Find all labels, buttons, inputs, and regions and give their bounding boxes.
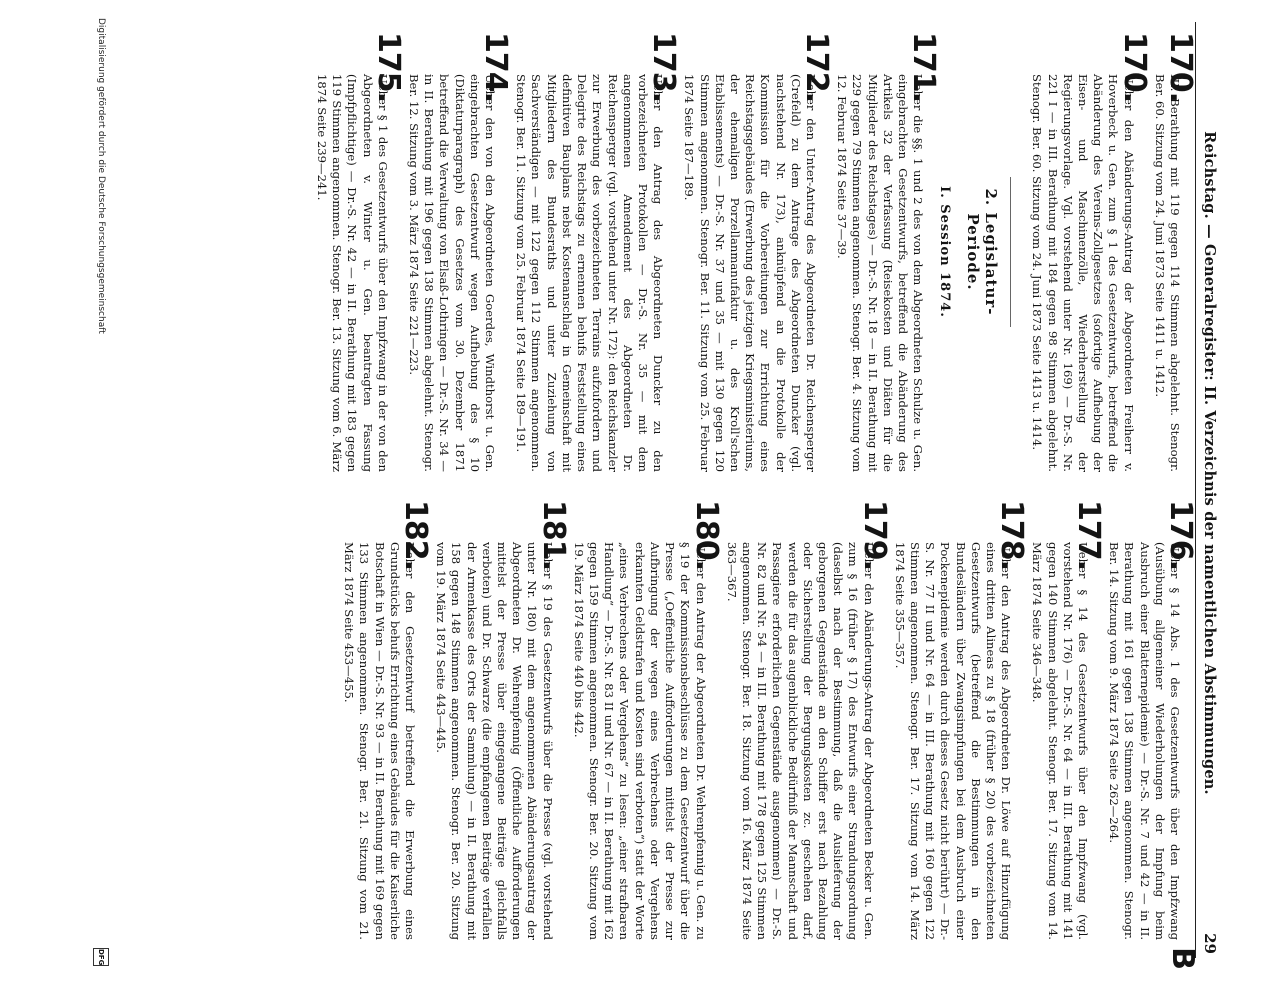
entry-text: Ueber den Unter-Antrag des Abgeordneten Dr. Reichensperger (Crefeld) zu dem Antrage des Abgeordneten Duncker (vgl. nachstehend Nr. 173), anknüpfend an die Protokolle der Kommission für die Vorbereitungen zur Errichtung eines Reichstagsgebäudes (Erwerbung des jetzigen Kriegsministeriums, der ehemaligen Porzellanmanufaktur u. des Kroll'schen Etablissements) — Dr.-S. Nr. 37 und 35 — mit 130 gegen 120 Stimmen angenommen. Stenogr. Ber. 11. Sitzung vom 25. Februar 1874 Seite 187—189. <box>682 74 818 472</box>
entry-number: 177. <box>1070 500 1106 571</box>
entry-number: 179. <box>856 500 892 571</box>
vote-entry <box>834 32 942 472</box>
entry-text: III. Berathung mit 119 gegen 114 Stimmen abgelehnt. Stenogr. Ber. 60. Sitzung vom 24. Juni 1873 Seite 1411 u. 1412. <box>1152 74 1182 472</box>
entry-text: Ueber den Antrag des Abgeordneten Duncker zu den vorbezeichneten Protokollen — Dr.-S. Nr. 35 — mit dem angenommenen Amendement des Abgeordneten Dr. Reichensperger (vgl. vorstehend unter Nr. 172): den Reichskanzler zur Erwerbung des vorbezeichneten Terrains aufzufordern und Delegirte des Reichstags zu ernennen behufs Feststellung eines definitiven Bauplans nebst Kostenanschlag in Gemeinschaft mit Mitgliedern des Bundesraths und unter Zuziehung von Sachverständigen — mit 122 gegen 112 Stimmen angenommen. Stenogr. Ber. 11. Sitzung vom 25. Februar 1874 Seite 189—191. <box>514 74 666 472</box>
entry-number: 173. <box>646 32 682 103</box>
vote-entry <box>681 32 834 472</box>
running-title: Reichstag. — Generalregister: II. Verzeichnis der namentlichen Abstimmungen. <box>1201 131 1218 795</box>
section-letter: B <box>1165 947 1200 970</box>
entry-number: 171. <box>906 32 942 103</box>
vote-entry <box>1029 32 1152 472</box>
entry-number: 181. <box>535 500 571 571</box>
entry-number: 170. <box>1116 32 1152 103</box>
vote-entry <box>724 500 892 940</box>
right-column <box>325 500 1198 940</box>
vote-entry <box>1106 500 1198 940</box>
left-column <box>298 32 1198 472</box>
entry-number: 178. <box>994 500 1030 571</box>
digitization-credit: Digitalisierung gefördert durch die Deutsche Forschungsgemeinschaft <box>96 18 106 334</box>
entry-text: Ueber den Antrag des Abgeordneten Dr. Löwe auf Hinzufügung eines dritten Alineas zu § 18 (früher § 20) des vorbezeichneten Gesetzentwurfs (betreffend die Bestimmungen in den Bundesländern über Zwangsimpfungen bei dem Ausbruch einer Pockenepidemie werden durch dieses Gesetz nicht berührt) — Dr.-S. Nr. 77 II und Nr. 64 — in III. Berathung mit 160 gegen 122 Stimmen angenommen. Stenogr. Ber. 17. Sitzung vom 14. März 1874 Seite 355—357. <box>892 542 1014 940</box>
section-heading: 2. Legislatur-Periode. <box>964 177 1011 327</box>
entry-number: 182. <box>398 500 434 571</box>
entry-text: Ueber § 19 des Gesetzentwurfs über die Presse (vgl. vorstehend unter Nr. 180) mit dem angenommenen Abänderungsantrag der Abgeordneten Dr. Wehrenpfennig (Öffentliche Aufforderungen mittelst der Presse über eingegangene Beiträge gleichfalls verboten) und Dr. Schwarze (die empfangenen Beiträge verfallen der Armenkasse des Orts der Sammlung) — in II. Berathung mit 158 gegen 148 Stimmen angenommen. Stenogr. Ber. 20. Sitzung vom 19. März 1874 Seite 443—445. <box>434 542 555 940</box>
vote-entry <box>433 500 571 940</box>
vote-entry <box>314 32 406 472</box>
entry-number: 172. <box>798 32 834 103</box>
entry-text: Ueber den Gesetzentwurf betreffend die Erwerbung eines Grundstücks behufs Errichtung eines Gebäudes für die Kaiserliche Botschaft in Wien — Dr.-S. Nr. 93 — in II. Berathung mit 169 gegen 133 Stimmen angenommen. Stenogr. Ber. 21. Sitzung vom 21. März 1874 Seite 453—455. <box>342 542 418 940</box>
vote-entry <box>341 500 434 940</box>
entry-text: Ueber § 1 des Gesetzentwurfs über den Impfzwang in der von den Abgeordneten v. Winter u. Gen. beantragten Fassung (Impfpflichtige) — Dr.-S. Nr. 42 — in II. Berathung mit 183 gegen 119 Stimmen angenommen. Stenogr. Ber. 13. Sitzung vom 6. März 1874 Seite 239—241. <box>315 74 390 472</box>
entry-number: 180. <box>688 500 724 571</box>
vote-entry <box>571 500 724 940</box>
entry-text: Ueber § 14 des Gesetzentwurfs über den Impfzwang (vgl. vorstehend Nr. 176) — Dr.-S. Nr. 64 — in III. Berathung mit 141 gegen 140 Stimmen abgelehnt. Stenogr. Ber. 17. Sitzung vom 14. März 1874 Seite 346—348. <box>1030 542 1090 940</box>
entry-text: Ueber den von den Abgeordneten Goerdes, Windthorst u. Gen. eingebrachten Gesetzentwurf wegen Aufhebung des § 10 (Diktaturparagraph) des Gesetzes vom 30. Dezember 1871 betreffend die Verwaltung von Elsaß-Lothringen — Dr.-S. Nr. 34 — in II. Berathung mit 196 gegen 138 Stimmen abgelehnt. Stenogr. Ber. 12. Sitzung vom 3. März 1874 Seite 221—223. <box>407 74 498 472</box>
scanned-page <box>80 10 1230 970</box>
vote-entry <box>513 32 682 472</box>
dfg-logo: DFG <box>93 948 109 966</box>
entry-number: 174. <box>478 32 514 103</box>
entry-text: Ueber den Antrag der Abgeordneten Dr. Wehrenpfennig u. Gen. zu § 19 der Kommissionsbeschlüsse zu dem Gesetzentwurf über die Presse („Oeffentliche Aufforderungen mittelst der Presse zur Aufbringung der wegen eines Verbrechens oder Vergehens erkannten Geldstrafen und Kosten sind verboten“) statt der Worte „eines Verbrechens oder Vergehens“ zu lesen: „einer strafbaren Handlung“ — Dr.-S. Nr. 83 II und Nr. 67 — in II. Berathung mit 162 gegen 159 Stimmen angenommen. Stenogr. Ber. 20. Sitzung vom 19. März 1874 Seite 440 bis 442. <box>571 542 708 940</box>
page-number: 29 <box>1201 933 1219 954</box>
vote-entry <box>892 500 1030 940</box>
entry-text: Ueber den Abänderungs-Antrag der Abgeordneten Freiherr v. Hoverbeck u. Gen. zum § 1 des Gesetzentwurfs, betreffend die Abänderung des Vereins-Zollgesetzes (sofortige Aufhebung der Eisen- und Maschinenzölle, Wiederherstellung der Regierungsvorlage. Vgl. vorstehend unter Nr. 169) — Dr.-S. Nr. 221 I — in III. Berathung mit 184 gegen 98 Stimmen abgelehnt. Stenogr. Ber. 60. Sitzung vom 24. Juni 1873 Seite 1413 u. 1414. <box>1030 74 1136 472</box>
session-heading: I. Session 1874. <box>937 186 953 318</box>
page-footer <box>90 10 112 970</box>
entry-text: Ueber die §§. 1 und 2 des von dem Abgeordneten Schulze u. Gen. eingebrachten Gesetzentwurfs, betreffend die Abänderung des Artikels 32 der Verfassung (Reisekosten und Diäten für die Mitglieder des Reichstages) — Dr.-S. Nr. 18 — in II. Berathung mit 229 gegen 79 Stimmen angenommen. Stenogr. Ber. 4. Sitzung vom 12. Februar 1874 Seite 37—39. <box>835 74 926 472</box>
entry-text: Ueber den Abänderungs-Antrag der Abgeordneten Becker u. Gen. zum § 16 (früher § 17) des Entwurfs einer Strandungsordnung (daselbst nach der Bestimmung, daß die Auslieferung der geborgenen Gegenstände an den Schiffer erst nach Bezahlung oder Sicherstellung der Bergungskosten zc. geschehen darf, werden die für das augenblickliche Bedürfniß der Mannschaft und Passagiere erforderlichen Gegenstände ausgenommen) — Dr.-S. Nr. 82 und Nr. 54 — in III. Berathung mit 178 gegen 125 Stimmen angenommen. Stenogr. Ber. 18. Sitzung vom 16. März 1874 Seite 363—367. <box>724 542 876 940</box>
entry-number: 176. <box>1163 500 1198 571</box>
entry-text: Ueber § 14 Abs. 1 des Gesetzentwurfs über den Impfzwang (Ausübung allgemeiner Wiederholungen der Impfung beim Ausbruch einer Blatternepidemie) — Dr.-S. Nr. 7 und 42 — in II. Berathung mit 161 gegen 138 Stimmen angenommen. Stenogr. Ber. 14. Sitzung vom 9. März 1874 Seite 262—264. <box>1107 542 1182 940</box>
vote-entry <box>1152 32 1198 472</box>
vote-entry <box>406 32 514 472</box>
entry-number: 175. <box>370 32 406 103</box>
entry-number: 170. <box>1163 32 1198 103</box>
vote-entry <box>1029 500 1106 940</box>
